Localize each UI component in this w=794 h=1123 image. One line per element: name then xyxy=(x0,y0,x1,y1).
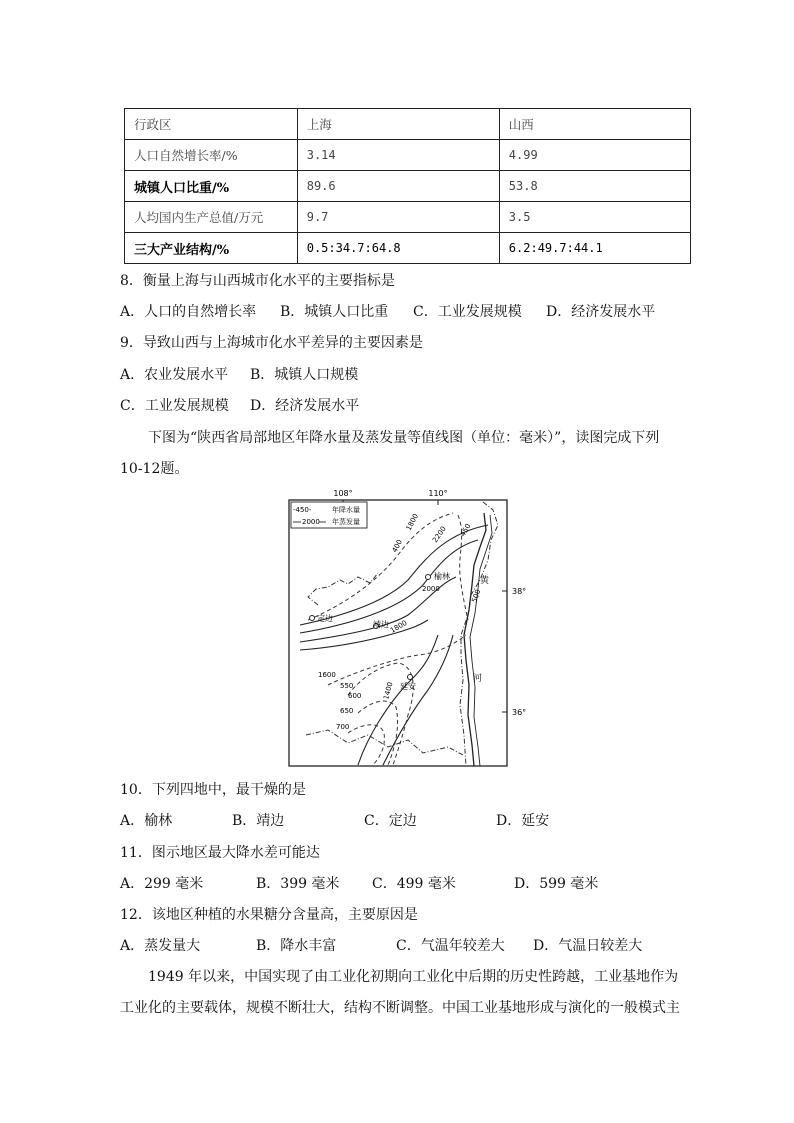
question-9-option-a[interactable]: A．农业发展水平 xyxy=(120,367,229,383)
question-8-option-b[interactable]: B．城镇人口比重 xyxy=(280,304,389,320)
question-11-stem: 11．图示地区最大降水差可能达 xyxy=(120,845,320,861)
question-10-stem: 10．下列四地中，最干燥的是 xyxy=(120,782,306,798)
isoline-label: 700 xyxy=(336,723,350,731)
isoline-map-svg xyxy=(288,485,527,767)
lat-38-label: 38° xyxy=(512,587,527,596)
river-label-huang: 黄 xyxy=(480,576,490,586)
table-cell: 0.5:34.7:64.8 xyxy=(297,233,499,264)
table-cell: 89.6 xyxy=(297,171,499,202)
table-row xyxy=(125,109,691,140)
passage-line-1: 1949 年以来，中国实现了由工业化初期向工业化中后期的历史性跨越，工业基地作为 xyxy=(148,969,679,985)
isoline-label: 450 xyxy=(458,522,473,538)
question-10-option-d[interactable]: D．延安 xyxy=(496,813,550,829)
isoline-label: 1600 xyxy=(318,671,336,679)
question-10-option-b[interactable]: B．靖边 xyxy=(232,813,285,829)
isoline-label: 1800 xyxy=(389,618,409,635)
table-row xyxy=(125,202,691,233)
question-12-option-d[interactable]: D．气温日较差大 xyxy=(533,938,643,954)
question-11-option-d[interactable]: D．599 毫米 xyxy=(514,876,599,892)
river-label-he: 河 xyxy=(473,674,483,684)
question-11-option-c[interactable]: C．499 毫米 xyxy=(372,876,456,892)
isoline-label: 550 xyxy=(340,682,354,690)
city-yulin-label: 榆林 xyxy=(434,572,450,581)
city-dingbian-marker xyxy=(310,616,315,621)
table-cell: 山西 xyxy=(499,109,690,140)
question-12-option-b[interactable]: B．降水丰富 xyxy=(256,938,337,954)
table-cell: 9.7 xyxy=(297,202,499,233)
lon-108-label: 108° xyxy=(333,489,353,498)
isoline-label: 1400 xyxy=(382,681,395,701)
question-9-stem: 9．导致山西与上海城市化水平差异的主要因素是 xyxy=(120,335,423,351)
isoline-label: 500 xyxy=(470,588,483,604)
question-8-stem: 8．衡量上海与山西城市化水平的主要指标是 xyxy=(120,273,395,289)
table-cell: 上海 xyxy=(297,109,499,140)
isoline-label: 1800 xyxy=(404,512,421,532)
table-cell: 3.5 xyxy=(499,202,690,233)
city-yanan-label: 延安 xyxy=(400,682,416,691)
question-11-option-a[interactable]: A．299 毫米 xyxy=(120,876,204,892)
legend-precip-label: 年降水量 xyxy=(332,506,360,514)
city-yanan-marker xyxy=(408,675,413,680)
city-jingbian-label: 靖边 xyxy=(373,620,389,629)
lat-36-label: 36° xyxy=(512,708,527,717)
table-cell: 4.99 xyxy=(499,140,690,171)
passage-line-2: 工业化的主要载体，规模不断壮大，结构不断调整。中国工业基地形成与演化的一般模式主 xyxy=(120,1000,680,1016)
question-8-option-a[interactable]: A．人口的自然增长率 xyxy=(120,304,257,320)
table-row xyxy=(125,233,691,264)
legend-precip-value: -450- xyxy=(293,506,312,514)
table-cell: 53.8 xyxy=(499,171,690,202)
question-12-option-c[interactable]: C．气温年较差大 xyxy=(396,938,505,954)
legend-evap-value: 2000 xyxy=(302,518,320,526)
map-intro-line-1: 下图为“陕西省局部地区年降水量及蒸发量等值线图（单位：毫米）”，读图完成下列 xyxy=(148,430,660,446)
legend-evap-label: 年蒸发量 xyxy=(332,518,360,526)
question-12-stem: 12．该地区种植的水果糖分含量高，主要原因是 xyxy=(120,907,418,923)
map-intro-line-2: 10-12题。 xyxy=(120,461,189,477)
question-11-option-b[interactable]: B．399 毫米 xyxy=(256,876,340,892)
table-cell: 三大产业结构/% xyxy=(125,233,298,264)
isoline-label: 2200 xyxy=(431,524,448,545)
table-row xyxy=(125,140,691,171)
city-dingbian-label: 定边 xyxy=(317,614,333,623)
question-9-option-c[interactable]: C．工业发展规模 xyxy=(120,398,229,414)
table-cell: 城镇人口比重/% xyxy=(125,171,298,202)
isoline-label: 2000 xyxy=(422,585,440,593)
city-yulin-marker xyxy=(426,575,431,580)
lon-110-label: 110° xyxy=(428,489,448,498)
question-9-option-d[interactable]: D．经济发展水平 xyxy=(250,398,360,414)
question-12-option-a[interactable]: A．蒸发量大 xyxy=(120,938,201,954)
table-cell: 6.2:49.7:44.1 xyxy=(499,233,690,264)
table-cell: 人均国内生产总值/万元 xyxy=(125,202,298,233)
isoline-label: 600 xyxy=(348,692,362,700)
question-9-option-b[interactable]: B．城镇人口规模 xyxy=(250,367,359,383)
table-cell: 行政区 xyxy=(125,109,298,140)
isoline-map xyxy=(288,485,527,767)
question-8-option-c[interactable]: C．工业发展规模 xyxy=(413,304,522,320)
isoline-label: 650 xyxy=(340,707,354,715)
isoline-label: 400 xyxy=(390,538,405,554)
table-cell: 人口自然增长率/% xyxy=(125,140,298,171)
question-8-option-d[interactable]: D．经济发展水平 xyxy=(546,304,656,320)
table-cell: 3.14 xyxy=(297,140,499,171)
question-10-option-a[interactable]: A．榆林 xyxy=(120,813,173,829)
data-table xyxy=(124,108,691,264)
question-10-option-c[interactable]: C．定边 xyxy=(364,813,417,829)
table-row xyxy=(125,171,691,202)
